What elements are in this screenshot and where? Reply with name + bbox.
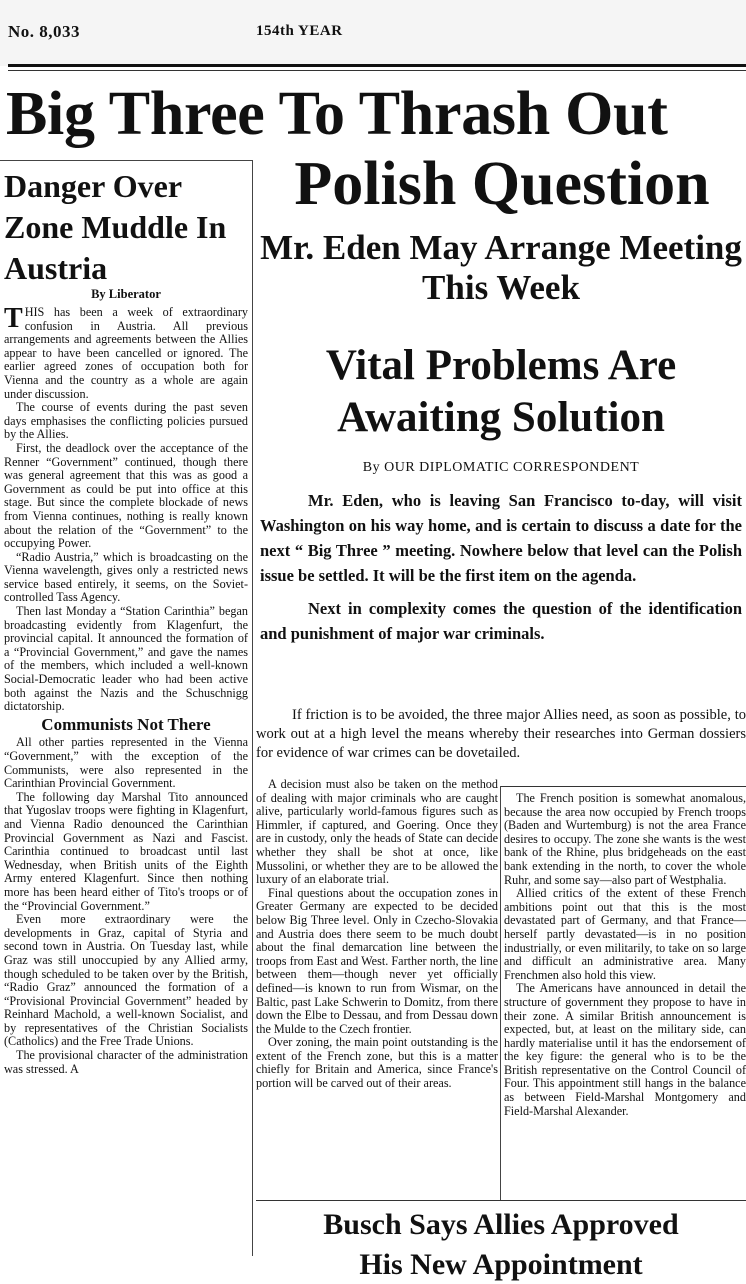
right-column-top-rule [500, 786, 746, 787]
right-paragraph: The Americans have announced in detail the structure of government they propose to have in their zone. A similar British announcement is expected, but, at least on the military side, can hardly materialise until it has the endorsement of the key figure: the general who is to be the British representative on the Control Council of Four. This appointment still hangs in the balance as between Field-Marshal Montgomery and Field-Marshal Alexander. [504, 981, 746, 1118]
left-first-text: HIS has been a week of extraordinary confusion in Austria. All previous arrangements and agreements between the Allies appear to have been cancelled or ignored. The earlier agreed zones of occupation both for Vienna and the country as a whole are again under discussion. [4, 305, 248, 401]
next-story-headline-line-2: His New Appointment [359, 1248, 643, 1281]
body-wide-paragraph [256, 706, 746, 763]
right-paragraph: Allied critics of the extent of these French ambitions point out that this is the most devastated part of Germany, and that France—herself partly devastated—is in no position industrially, or even militarily, to take on so large and difficult an administrative area. Many Frenchmen also hold this view. [504, 886, 746, 982]
middle-column-body [256, 778, 498, 1091]
publication-year: 154th YEAR [256, 23, 343, 39]
left-paragraph: All other parties represented in the Vienna “Government,” with the exception of the Communists, were also represented in the Carinthian Provincial Government. [4, 735, 248, 791]
lead-paragraph-1: Mr. Eden, who is leaving San Francisco to-day, will visit Washington on his way home, and is certain to discuss a date for the next “ Big Three ” meeting. Nowhere below that level can the Polish issue be settled. It will be the first item on the agenda. [260, 491, 742, 585]
left-paragraph: First, the deadlock over the acceptance of the Renner “Government” continued, though there was general agreement that this was as good a Government as could be put into office at this stage. But since the complete blockade of news from Vienna continues, nothing is really known about the relation of the “Government” to the occupying Power. [4, 440, 248, 551]
lead-paragraphs [260, 488, 742, 646]
main-headline-line-1: Big Three To Thrash Out [6, 80, 668, 148]
masthead-rule-thin [8, 70, 746, 71]
right-column-body [504, 792, 746, 1118]
right-paragraph: The French position is somewhat anomalous, because the area now occupied by French troops (Baden and Wurtemburg) is not the area France desires to occupy. The zone she wants is the west bank of the Rhine, plus bridgeheads on the east bank extending in the north, to cover the whole Ruhr, and some say—also part of Westphalia. [504, 791, 746, 887]
column-divider [252, 160, 253, 1256]
issue-number: No. 8,033 [8, 22, 81, 41]
left-paragraph: Then last Monday a “Station Carinthia” began broadcasting evidently from Klagenfurt, the provincial capital. It announced the formation of a “Provincial Government,” and gave the names of the members, which included a well-known Social-Democratic leader who had been active both against the Nazis and the Schuschnigg dictatorship. [4, 604, 248, 714]
left-subheading: Communists Not There [41, 714, 211, 734]
left-paragraph: “Radio Austria,” which is broadcasting on the Vienna wavelength, gives only a restricted news service based entirely, it seems, on the Soviet-controlled Tass Agency. [4, 549, 248, 605]
drop-cap: T [4, 303, 23, 334]
left-paragraph: The course of events during the past seven days emphasises the conflicting policies pursued by the Allies. [4, 400, 248, 442]
middle-paragraph: A decision must also be taken on the method of dealing with major criminals who are caught alive, particularly world-famous figures such as Himmler, if captured, and Goering. Once they are in custody, only the heads of State can decide whether they shall be shot at once, like Mussolini, or whether they are to be allowed the luxury of an elaborate trial. [256, 777, 498, 887]
left-headline: Danger Over Zone Muddle In Austria [4, 168, 227, 286]
masthead-rule [8, 64, 746, 67]
masthead [0, 0, 746, 66]
next-story-headline: Busch Says Allies Approved [323, 1208, 679, 1241]
left-column-body [4, 303, 248, 1076]
left-paragraph: The provisional character of the administration was stressed. A [4, 1048, 248, 1076]
middle-paragraph: Final questions about the occupation zones in Greater Germany are expected to be decided below Big Three level. Only in Czecho-Slovakia and Austria does there seem to be much doubt about the final demarcation line between the troops from East and West. Farther north, the line between them—though never yet officially defined—is known to run from Wismar, on the Baltic, past Lake Schwerin to Domitz, from there down the Elbe to Dessau, and from Dessau down the Mulde to the Czech frontier. [256, 885, 498, 1036]
lead-paragraph-2: Next in complexity comes the question of the identification and punishment of major war criminals. [260, 599, 742, 643]
bottom-story-rule [256, 1200, 746, 1201]
left-first-paragraph [4, 303, 248, 401]
right-column-divider [500, 786, 501, 1200]
left-column-top-rule [0, 160, 252, 161]
left-paragraph: The following day Marshal Tito announced that Yugoslav troops were fighting in Klagenfurt, and Vienna Radio denounced the Carinthian Provincial Government as Nazi and Fascist. Carinthia continued to broadcast until last Wednesday, when British units of the Eighth Army entered Klagenfurt. Since then nothing more has been heard either of Tito's troops or of the “Provincial Government.” [4, 789, 248, 913]
subheadline-problems: Vital Problems Are Awaiting Solution [325, 342, 677, 441]
body-paragraph: If friction is to be avoided, the three major Allies need, as soon as possible, to work out at a high level the means whereby their researches into German dossiers for evidence of war crimes can be dovetailed. [256, 707, 746, 761]
middle-paragraph: Over zoning, the main point outstanding is the extent of the French zone, but this is a matter chiefly for Britain and America, since France's portion will be carved out of their areas. [256, 1035, 498, 1091]
byline-diplomatic: By OUR DIPLOMATIC CORRESPONDENT [362, 460, 640, 475]
main-headline-line-2: Polish Question [294, 150, 710, 218]
left-byline: By Liberator [91, 287, 161, 301]
subheadline-eden: Mr. Eden May Arrange Meeting This Week [260, 228, 742, 307]
left-paragraph: Even more extraordinary were the developments in Graz, capital of Styria and second town in Austria. On Tuesday last, while Graz was still unoccupied by any Allied army, though scheduled to be taken over by the British, “Radio Graz” announced the formation of a “Provisional Provincial Government” headed by Reinhard Machold, a well-known Socialist, and by representatives of the Christian Socialists (Catholics) and the Free Trade Unions. [4, 912, 248, 1049]
